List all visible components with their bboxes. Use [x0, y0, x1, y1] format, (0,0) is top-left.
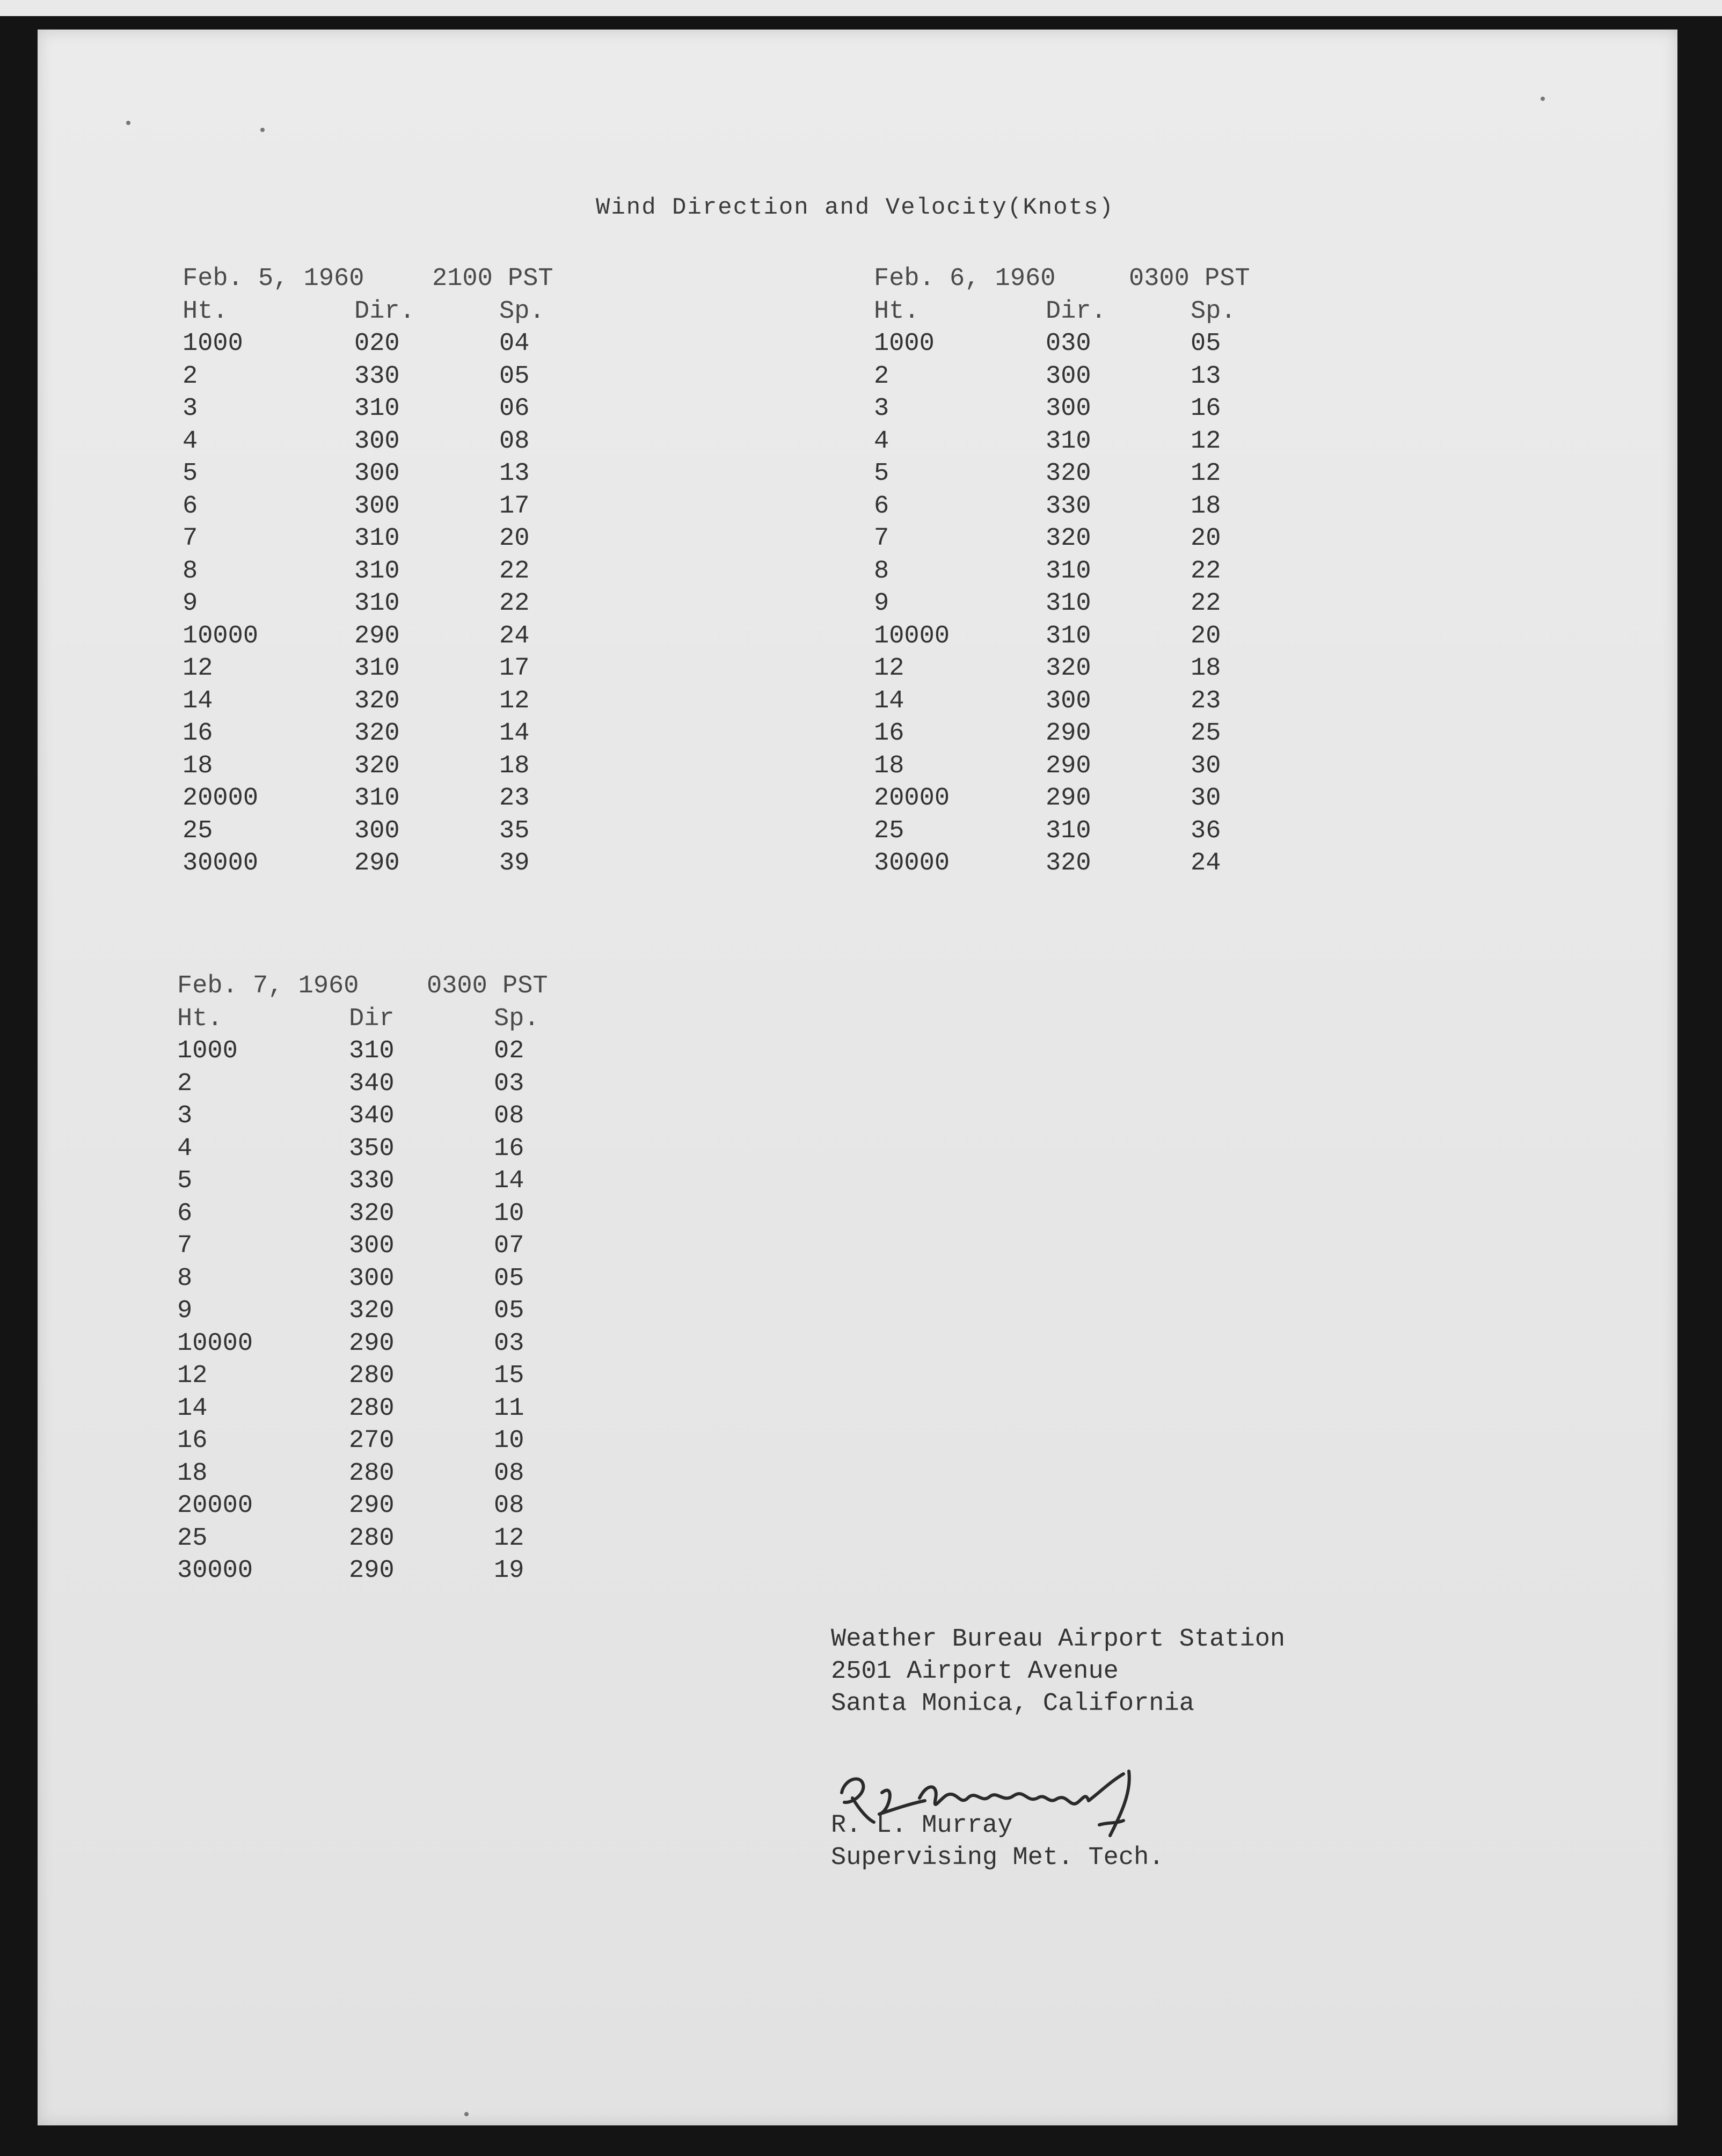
speed-cell: 10: [494, 1427, 524, 1455]
height-cell: 14: [183, 686, 213, 715]
direction-cell: 320: [1046, 524, 1091, 553]
block-time: 2100 PST: [432, 265, 553, 293]
speed-cell: 17: [499, 654, 530, 683]
direction-cell: 350: [349, 1134, 395, 1163]
speed-cell: 30: [1191, 784, 1221, 813]
direction-cell: 290: [354, 849, 400, 878]
speed-cell: 18: [1191, 492, 1221, 521]
height-cell: 8: [874, 557, 889, 586]
height-cell: 3: [183, 394, 198, 423]
speed-cell: 12: [1191, 427, 1221, 456]
height-cell: 30000: [177, 1556, 253, 1585]
height-cell: 20000: [183, 784, 259, 813]
height-cell: 4: [874, 427, 889, 456]
header-speed: Sp.: [1191, 297, 1236, 326]
direction-cell: 280: [349, 1394, 395, 1423]
speed-cell: 14: [499, 719, 530, 748]
direction-cell: 300: [1046, 362, 1091, 391]
block-date: Feb. 6, 1960: [874, 265, 1056, 293]
block-date: Feb. 5, 1960: [183, 265, 364, 293]
signatory-name: R. L. Murray: [831, 1811, 1013, 1840]
direction-cell: 340: [349, 1102, 395, 1130]
direction-cell: 310: [1046, 816, 1091, 845]
height-cell: 9: [177, 1297, 193, 1325]
height-cell: 2: [177, 1069, 193, 1098]
speed-cell: 07: [494, 1232, 524, 1260]
height-cell: 16: [183, 719, 213, 748]
speck-mark: [464, 2112, 469, 2116]
height-cell: 6: [183, 492, 198, 521]
direction-cell: 310: [354, 557, 400, 586]
film-top-edge: [0, 0, 1722, 16]
direction-cell: 290: [349, 1556, 395, 1585]
direction-cell: 290: [1046, 719, 1091, 748]
direction-cell: 310: [1046, 589, 1091, 618]
direction-cell: 300: [354, 492, 400, 521]
height-cell: 18: [874, 751, 904, 780]
document-title: Wind Direction and Velocity(Knots): [596, 194, 1114, 221]
direction-cell: 290: [354, 622, 400, 651]
height-cell: 10000: [177, 1329, 253, 1358]
height-cell: 25: [183, 816, 213, 845]
speck-mark: [1541, 97, 1545, 101]
speed-cell: 12: [499, 686, 530, 715]
direction-cell: 310: [354, 654, 400, 683]
speed-cell: 24: [499, 622, 530, 651]
height-cell: 2: [874, 362, 889, 391]
address-line-3: Santa Monica, California: [831, 1690, 1194, 1718]
direction-cell: 320: [349, 1199, 395, 1228]
height-cell: 16: [177, 1427, 208, 1455]
direction-cell: 310: [1046, 557, 1091, 586]
height-cell: 4: [177, 1134, 193, 1163]
direction-cell: 330: [1046, 492, 1091, 521]
height-cell: 30000: [874, 849, 950, 878]
height-cell: 9: [874, 589, 889, 618]
height-cell: 12: [177, 1362, 208, 1390]
speed-cell: 16: [1191, 394, 1221, 423]
speed-cell: 05: [499, 362, 530, 391]
speed-cell: 35: [499, 816, 530, 845]
direction-cell: 310: [1046, 622, 1091, 651]
header-direction: Dir: [349, 1004, 395, 1033]
speed-cell: 12: [1191, 459, 1221, 488]
height-cell: 20000: [177, 1492, 253, 1520]
speed-cell: 22: [1191, 589, 1221, 618]
height-cell: 12: [874, 654, 904, 683]
address-line-1: Weather Bureau Airport Station: [831, 1625, 1286, 1654]
direction-cell: 320: [354, 751, 400, 780]
height-cell: 1000: [177, 1037, 238, 1065]
speed-cell: 18: [499, 751, 530, 780]
height-cell: 12: [183, 654, 213, 683]
signatory-title: Supervising Met. Tech.: [831, 1844, 1164, 1872]
height-cell: 14: [874, 686, 904, 715]
direction-cell: 300: [1046, 394, 1091, 423]
header-height: Ht.: [177, 1004, 223, 1033]
direction-cell: 020: [354, 330, 400, 358]
height-cell: 25: [874, 816, 904, 845]
height-cell: 7: [177, 1232, 193, 1260]
speed-cell: 06: [499, 394, 530, 423]
speed-cell: 25: [1191, 719, 1221, 748]
height-cell: 10000: [874, 622, 950, 651]
height-cell: 18: [183, 751, 213, 780]
direction-cell: 320: [354, 686, 400, 715]
height-cell: 1000: [874, 330, 935, 358]
speed-cell: 10: [494, 1199, 524, 1228]
speed-cell: 24: [1191, 849, 1221, 878]
height-cell: 30000: [183, 849, 259, 878]
height-cell: 4: [183, 427, 198, 456]
block-time: 0300 PST: [427, 972, 548, 1000]
speed-cell: 03: [494, 1069, 524, 1098]
direction-cell: 290: [349, 1329, 395, 1358]
speed-cell: 22: [499, 557, 530, 586]
height-cell: 7: [183, 524, 198, 553]
speck-mark: [260, 128, 265, 132]
direction-cell: 310: [354, 394, 400, 423]
speed-cell: 08: [499, 427, 530, 456]
speed-cell: 13: [499, 459, 530, 488]
header-speed: Sp.: [499, 297, 545, 326]
height-cell: 10000: [183, 622, 259, 651]
direction-cell: 320: [1046, 849, 1091, 878]
block-date: Feb. 7, 1960: [177, 972, 359, 1000]
height-cell: 9: [183, 589, 198, 618]
speed-cell: 13: [1191, 362, 1221, 391]
direction-cell: 280: [349, 1362, 395, 1390]
speed-cell: 30: [1191, 751, 1221, 780]
direction-cell: 340: [349, 1069, 395, 1098]
height-cell: 2: [183, 362, 198, 391]
direction-cell: 330: [349, 1167, 395, 1195]
header-direction: Dir.: [1046, 297, 1106, 326]
speed-cell: 05: [494, 1264, 524, 1293]
direction-cell: 030: [1046, 330, 1091, 358]
direction-cell: 320: [1046, 459, 1091, 488]
height-cell: 8: [183, 557, 198, 586]
direction-cell: 310: [1046, 427, 1091, 456]
speed-cell: 03: [494, 1329, 524, 1358]
height-cell: 1000: [183, 330, 243, 358]
height-cell: 6: [874, 492, 889, 521]
direction-cell: 310: [354, 589, 400, 618]
height-cell: 3: [177, 1102, 193, 1130]
height-cell: 8: [177, 1264, 193, 1293]
height-cell: 3: [874, 394, 889, 423]
speed-cell: 17: [499, 492, 530, 521]
direction-cell: 290: [349, 1492, 395, 1520]
direction-cell: 300: [354, 459, 400, 488]
height-cell: 6: [177, 1199, 193, 1228]
direction-cell: 300: [349, 1232, 395, 1260]
speed-cell: 12: [494, 1524, 524, 1553]
station-address: [831, 1624, 1285, 1720]
speed-cell: 23: [499, 784, 530, 813]
height-cell: 16: [874, 719, 904, 748]
speck-mark: [126, 121, 130, 125]
header-height: Ht.: [183, 297, 228, 326]
height-cell: 5: [183, 459, 198, 488]
height-cell: 25: [177, 1524, 208, 1553]
speed-cell: 08: [494, 1102, 524, 1130]
header-direction: Dir.: [354, 297, 415, 326]
speed-cell: 22: [1191, 557, 1221, 586]
speed-cell: 20: [1191, 524, 1221, 553]
block-time: 0300 PST: [1129, 265, 1250, 293]
direction-cell: 320: [1046, 654, 1091, 683]
direction-cell: 280: [349, 1459, 395, 1488]
speed-cell: 23: [1191, 686, 1221, 715]
speed-cell: 20: [1191, 622, 1221, 651]
height-cell: 20000: [874, 784, 950, 813]
header-speed: Sp.: [494, 1004, 539, 1033]
speed-cell: 15: [494, 1362, 524, 1390]
direction-cell: 310: [354, 524, 400, 553]
speed-cell: 36: [1191, 816, 1221, 845]
direction-cell: 300: [1046, 686, 1091, 715]
header-height: Ht.: [874, 297, 920, 326]
speed-cell: 18: [1191, 654, 1221, 683]
speed-cell: 16: [494, 1134, 524, 1163]
direction-cell: 290: [1046, 784, 1091, 813]
direction-cell: 270: [349, 1427, 395, 1455]
speed-cell: 04: [499, 330, 530, 358]
direction-cell: 320: [354, 719, 400, 748]
height-cell: 5: [177, 1167, 193, 1195]
direction-cell: 310: [349, 1037, 395, 1065]
speed-cell: 11: [494, 1394, 524, 1423]
speed-cell: 05: [1191, 330, 1221, 358]
height-cell: 14: [177, 1394, 208, 1423]
speed-cell: 22: [499, 589, 530, 618]
height-cell: 18: [177, 1459, 208, 1488]
direction-cell: 300: [354, 816, 400, 845]
speed-cell: 14: [494, 1167, 524, 1195]
direction-cell: 290: [1046, 751, 1091, 780]
speed-cell: 08: [494, 1492, 524, 1520]
height-cell: 7: [874, 524, 889, 553]
direction-cell: 300: [354, 427, 400, 456]
speed-cell: 02: [494, 1037, 524, 1065]
direction-cell: 300: [349, 1264, 395, 1293]
speed-cell: 20: [499, 524, 530, 553]
speed-cell: 05: [494, 1297, 524, 1325]
direction-cell: 330: [354, 362, 400, 391]
speed-cell: 19: [494, 1556, 524, 1585]
direction-cell: 280: [349, 1524, 395, 1553]
speed-cell: 39: [499, 849, 530, 878]
direction-cell: 310: [354, 784, 400, 813]
speed-cell: 08: [494, 1459, 524, 1488]
address-line-2: 2501 Airport Avenue: [831, 1657, 1119, 1686]
direction-cell: 320: [349, 1297, 395, 1325]
height-cell: 5: [874, 459, 889, 488]
